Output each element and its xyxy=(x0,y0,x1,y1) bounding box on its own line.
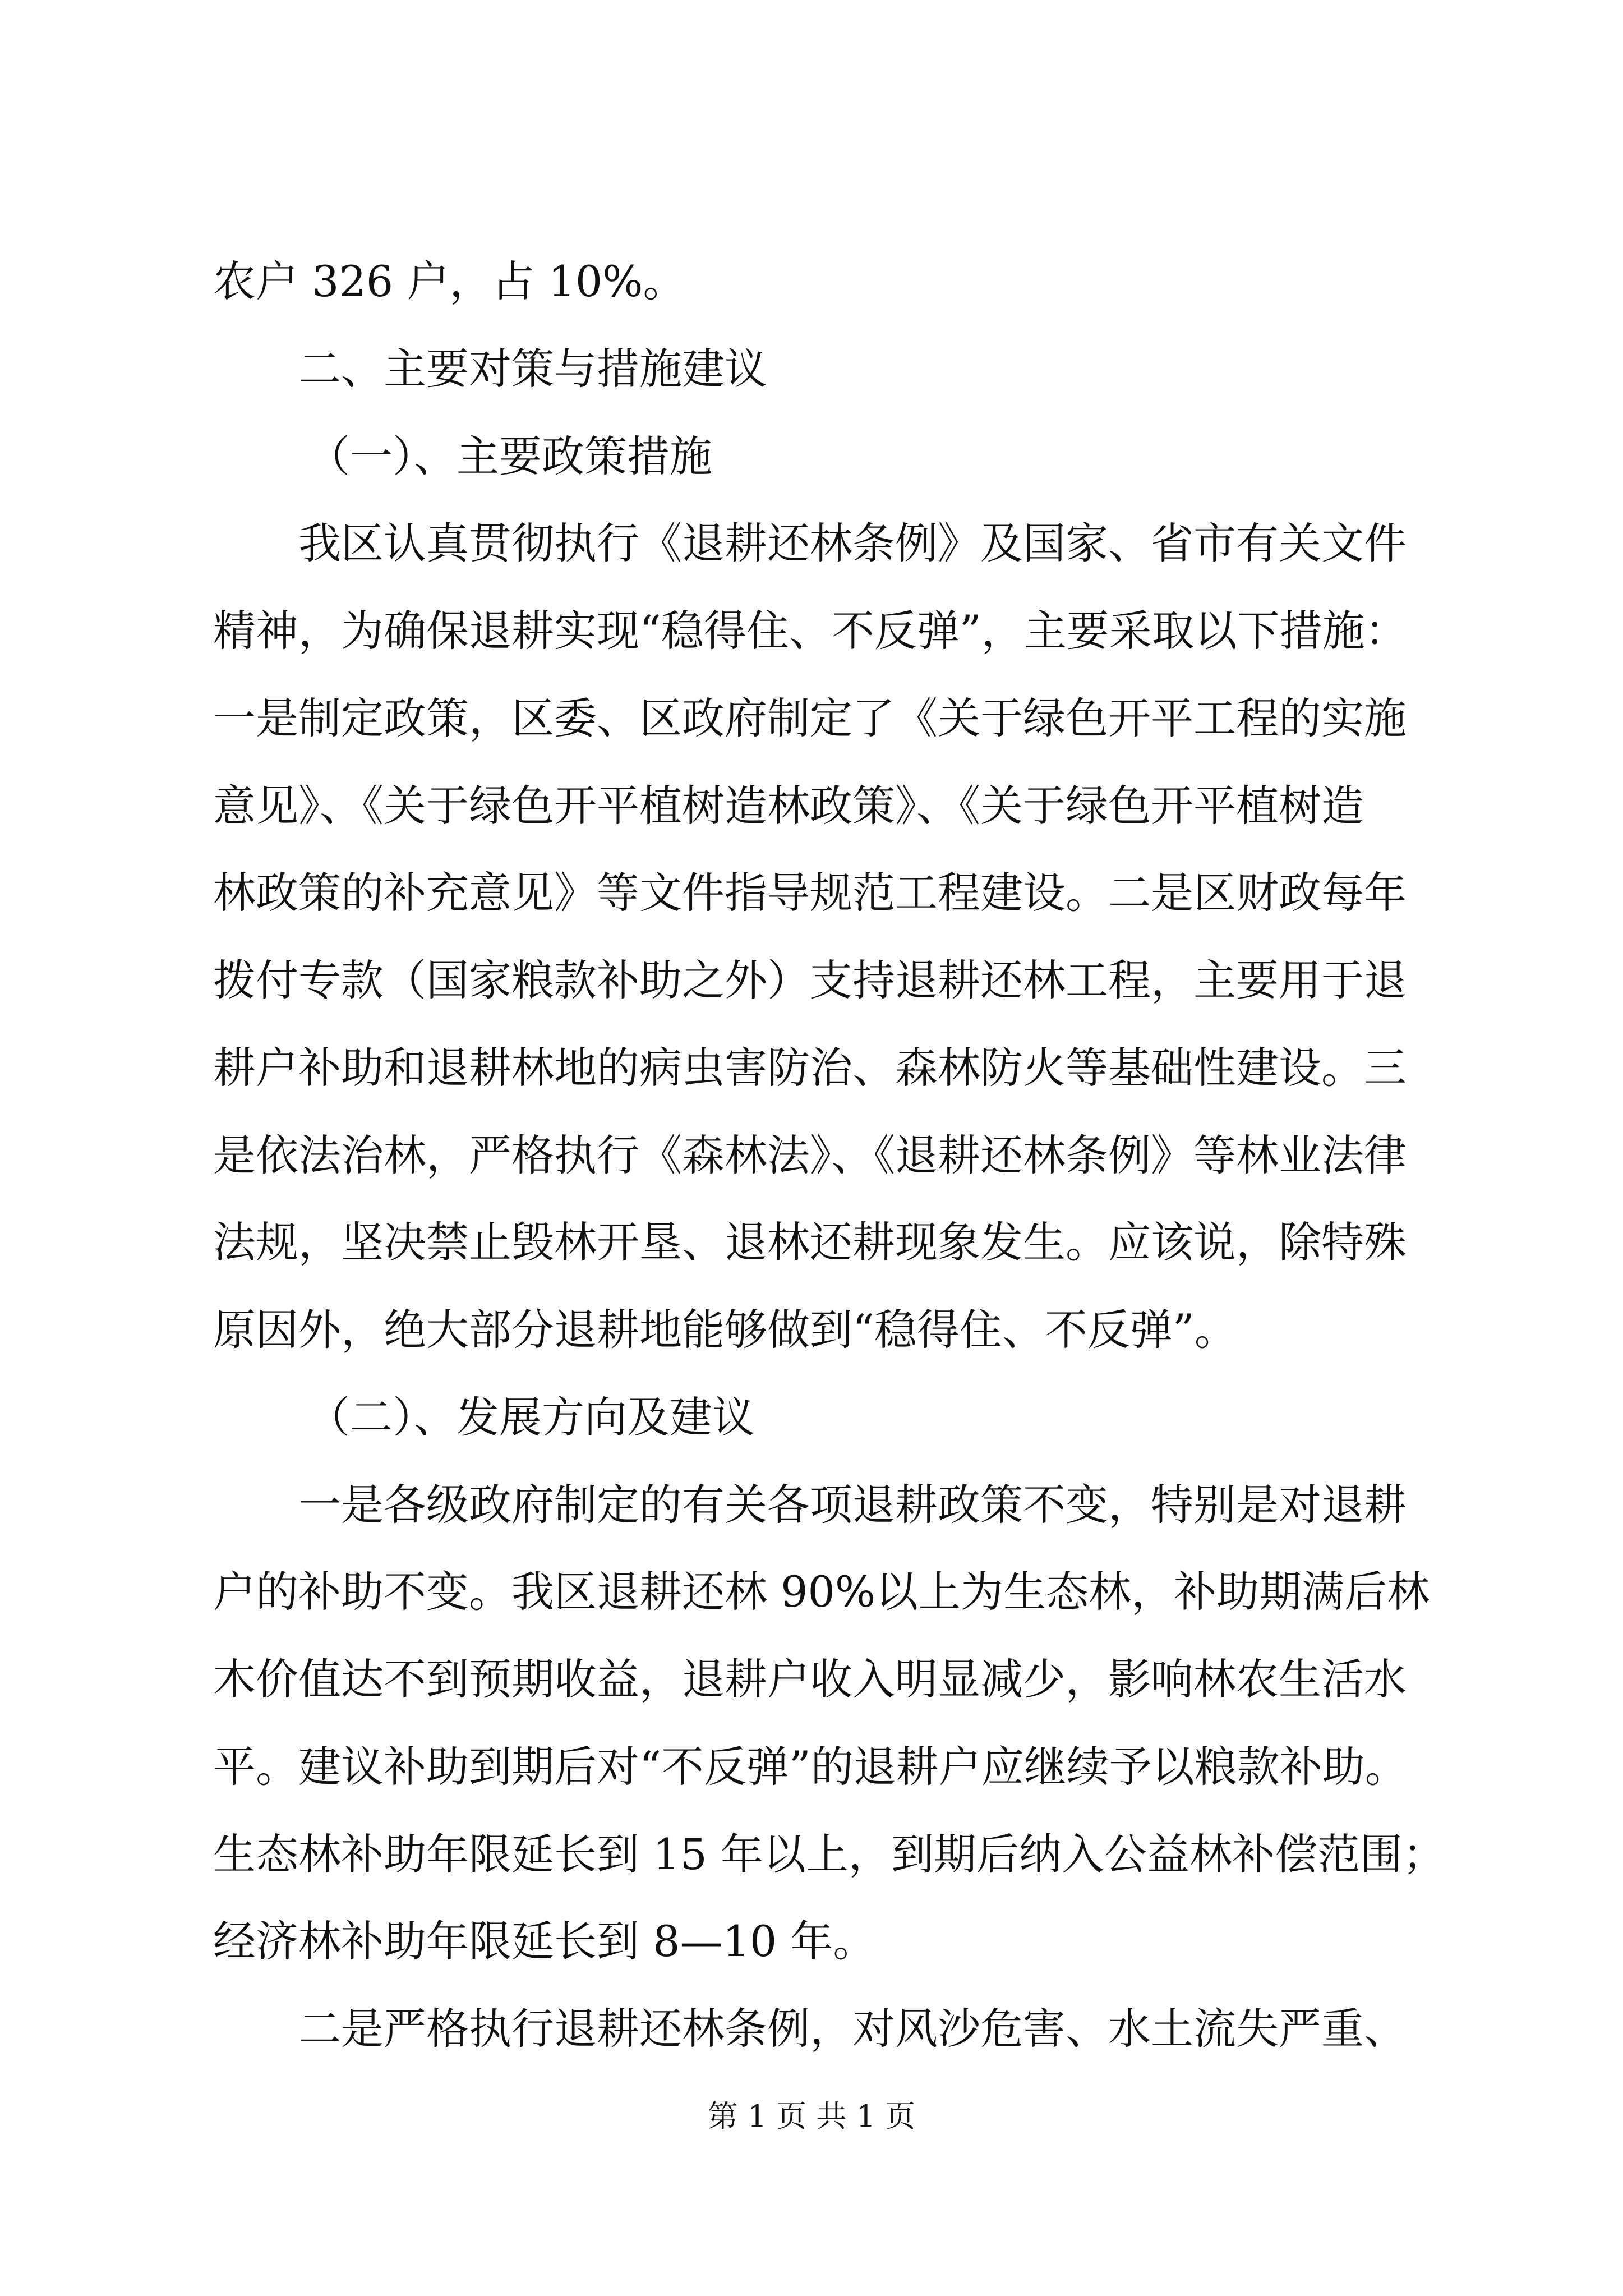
subsection-heading: （二）、发展方向及建议 xyxy=(307,1392,755,1442)
paragraph-line: 经济林补助年限延长到 8—10 年。 xyxy=(213,1916,876,1966)
paragraph-line: 木价值达不到预期收益，退耕户收入明显减少，影响林农生活水 xyxy=(213,1654,1407,1704)
paragraph-line: 耕户补助和退耕林地的病虫害防治、森林防火等基础性建设。三 xyxy=(213,1043,1407,1093)
section-heading: 二、主要对策与措施建议 xyxy=(298,344,767,394)
paragraph-line: 农户 326 户，占 10%。 xyxy=(213,256,686,306)
paragraph-line: 林政策的补充意见》等文件指导规范工程建设。二是区财政每年 xyxy=(213,868,1407,918)
paragraph-line: 户的补助不变。我区退耕还林 90%以上为生态林，补助期满后林 xyxy=(213,1567,1430,1617)
subsection-heading: （一）、主要政策措施 xyxy=(307,431,712,481)
paragraph-line: 平。建议补助到期后对“不反弹”的退耕户应继续予以粮款补助。 xyxy=(213,1742,1408,1792)
paragraph-line: 是依法治林，严格执行《森林法》、《退耕还林条例》等林业法律 xyxy=(213,1130,1407,1180)
paragraph-line: 原因外，绝大部分退耕地能够做到“稳得住、不反弹”。 xyxy=(213,1305,1237,1355)
paragraph-line: 我区认真贯彻执行《退耕还林条例》及国家、省市有关文件 xyxy=(298,518,1407,568)
paragraph-line: 一是制定政策，区委、区政府制定了《关于绿色开平工程的实施 xyxy=(213,693,1407,743)
paragraph-line: 精神，为确保退耕实现“稳得住、不反弹”，主要采取以下措施： xyxy=(213,606,1408,656)
paragraph-line: 一是各级政府制定的有关各项退耕政策不变，特别是对退耕 xyxy=(298,1480,1407,1530)
paragraph-line: 二是严格执行退耕还林条例，对风沙危害、水土流失严重、 xyxy=(298,2004,1407,2054)
paragraph-line: 拨付专款（国家粮款补助之外）支持退耕还林工程，主要用于退 xyxy=(213,955,1407,1005)
page-number-footer: 第 1 页 共 1 页 xyxy=(707,2099,916,2134)
paragraph-line: 意见》、《关于绿色开平植树造林政策》、《关于绿色开平植树造 xyxy=(213,781,1364,831)
paragraph-line: 生态林补助年限延长到 15 年以上，到期后纳入公益林补偿范围； xyxy=(213,1829,1446,1879)
paragraph-line: 法规，坚决禁止毁林开垦、退林还耕现象发生。应该说，除特殊 xyxy=(213,1217,1407,1267)
